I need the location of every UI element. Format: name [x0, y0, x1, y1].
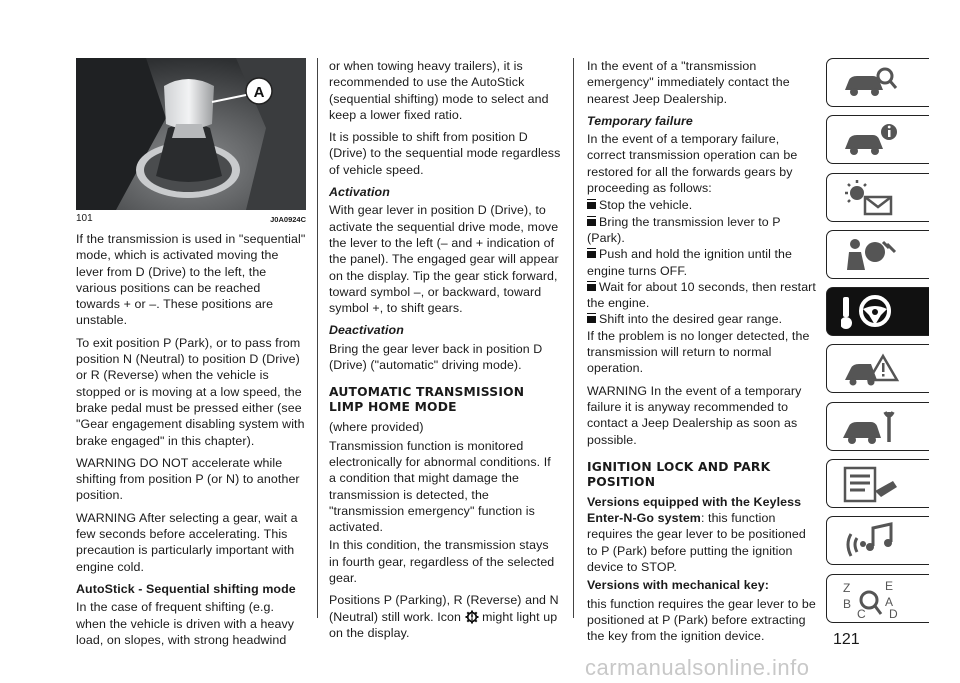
- tab-index[interactable]: [826, 574, 929, 623]
- paragraph: [329, 592, 561, 641]
- list-item: Push and hold the ignition until the engine turns OFF.: [587, 247, 793, 278]
- paragraph: With gear lever in position D (Drive), to activate the sequential drive mode, move the lever to the left (– and + indication of the panel). The engaged gear will appear on the display. Tip the gear stick forward, toward symbol –, or backward, toward symbol +, to shift gears.: [329, 203, 559, 316]
- tab-airbag-safety[interactable]: [826, 230, 929, 279]
- page-number: 121: [833, 631, 860, 648]
- technical-data-icon: [841, 465, 901, 503]
- steering-key-icon: [841, 293, 901, 331]
- svg-text:C: C: [857, 606, 866, 620]
- multimedia-icon: [841, 522, 901, 560]
- column-divider: [317, 58, 318, 618]
- maintenance-icon: [841, 408, 901, 446]
- paragraph: If the transmission is used in "sequential" mode, which is activated moving the lever from D (Drive) to the left, the various positions can be reached towards + or –. These positions are unstable.: [76, 232, 306, 328]
- paragraph: To exit position P (Park), or to pass from position N (Neutral) to position D (Drive) or R (Reverse) when the vehicle is stopped or is moving at a low speed, the brake pedal must be pressed either (see "Gear engagement disabling system with brake engaged" in this chapter).: [76, 335, 305, 448]
- list-item: Shift into the desired gear range.: [587, 311, 819, 327]
- paragraph: Versions equipped with the Keyless Enter-N-Go system: this function requires the gear lever to be positioned to P (Park) before putting the ignition device to STOP.: [587, 494, 806, 575]
- warning-text: WARNING After selecting a gear, wait a few seconds before accelerating. This precaution is particularly important with engine cold.: [76, 510, 298, 574]
- tab-technical-data[interactable]: [826, 459, 929, 508]
- paragraph: this function requires the gear lever to be positioned at P (Park) before extracting the key from the ignition device.: [587, 596, 816, 644]
- svg-text:B: B: [843, 596, 852, 611]
- subheading-keyless: Versions equipped with the Keyless Enter-N-Go system: [587, 494, 802, 526]
- index-icon: [841, 580, 905, 620]
- callout-letter: A: [253, 84, 265, 101]
- warning-text: WARNING In the event of a temporary failure it is anyway recommended to contact a Jeep Dealership as soon as possible.: [587, 383, 802, 447]
- gear-warning-icon: [465, 610, 479, 624]
- car-search-icon: [841, 64, 901, 102]
- svg-text:D: D: [889, 606, 898, 620]
- figure-number: 101: [76, 213, 93, 224]
- car-info-icon: [841, 121, 901, 159]
- warning-text: WARNING DO NOT accelerate while shifting from position P (or N) to another position.: [76, 455, 300, 503]
- tab-car-info[interactable]: [826, 115, 929, 164]
- section-heading: IGNITION LOCK AND PARK POSITION: [587, 459, 771, 489]
- watermark: carmanualsonline.info: [585, 655, 810, 680]
- paragraph: or when towing heavy trailers), it is recommended to use the AutoStick (sequential shifting) mode to select and keep a lower fixed ratio.: [329, 59, 549, 122]
- list-item: Wait for about 10 seconds, then restart the engine.: [587, 279, 816, 311]
- emergency-icon: [841, 350, 901, 388]
- subheading: AutoStick - Sequential shifting mode: [76, 581, 296, 596]
- list-item: Bring the transmission lever to P (Park).: [587, 214, 781, 245]
- svg-text:Z: Z: [843, 580, 851, 595]
- paragraph: In the event of a temporary failure, correct transmission operation can be restored for all the forwards gears by proceeding as follows:: [587, 132, 798, 196]
- tab-maintenance[interactable]: [826, 402, 929, 451]
- paragraph: (where provided): [329, 420, 424, 435]
- column-1: [76, 231, 306, 654]
- airbag-safety-icon: [841, 236, 901, 274]
- subheading-mechanical-key: Versions with mechanical key:: [587, 578, 769, 593]
- tab-starting-driving[interactable]: [826, 287, 929, 336]
- paragraph: It is possible to shift from position D (Drive) to the sequential mode regardless of vehicle speed.: [329, 130, 561, 177]
- figure-code: J0A0924C: [270, 215, 306, 224]
- paragraph-part: Positions P (Parking), R (Reverse) and N (Neutral) still work. Icon: [329, 593, 559, 624]
- bullet-icon: [587, 202, 596, 209]
- subheading-activation: Activation: [329, 185, 390, 200]
- paragraph: Bring the gear lever back in position D (Drive) ("automatic" driving mode).: [329, 341, 543, 373]
- tab-emergency[interactable]: [826, 344, 929, 393]
- bullet-icon: [587, 316, 596, 323]
- column-3: [587, 58, 819, 651]
- subheading-temporary-failure: Temporary failure: [587, 113, 693, 128]
- bullet-icon: [587, 219, 596, 226]
- chapter-tabs: [826, 58, 930, 631]
- bullet-icon: [587, 284, 596, 291]
- svg-text:A: A: [885, 594, 894, 609]
- paragraph: In the event of a "transmission emergency" immediately contact the nearest Jeep Dealership.: [587, 59, 790, 106]
- svg-text:E: E: [885, 579, 894, 593]
- paragraph: If the problem is no longer detected, the transmission will return to normal operation.: [587, 328, 810, 376]
- tab-multimedia[interactable]: [826, 516, 929, 565]
- subheading-deactivation: Deactivation: [329, 323, 404, 338]
- paragraph: In the case of frequent shifting (e.g. when the vehicle is driven with a heavy load, on slopes, with strong headwind: [76, 600, 295, 647]
- column-2: [329, 58, 561, 647]
- paragraph: Transmission function is monitored electronically for abnormal conditions. If a condition that might damage the transmission is detected, the "transmission emergency" function is activated.: [329, 438, 551, 535]
- column-divider: [573, 58, 574, 618]
- section-heading: AUTOMATIC TRANSMISSION LIMP HOME MODE: [329, 385, 525, 415]
- paragraph: In this condition, the transmission stays in fourth gear, regardless of the selected gear.: [329, 538, 555, 586]
- paragraph-part: might light up on the display.: [329, 609, 558, 640]
- bullet-icon: [587, 251, 596, 258]
- warning-lights-icon: [841, 179, 901, 217]
- figure-caption: [76, 213, 306, 224]
- tab-warning-lights[interactable]: [826, 173, 929, 222]
- gear-lever-photo: [76, 58, 306, 210]
- list-item: Stop the vehicle.: [587, 197, 819, 213]
- tab-car-search[interactable]: [826, 58, 929, 107]
